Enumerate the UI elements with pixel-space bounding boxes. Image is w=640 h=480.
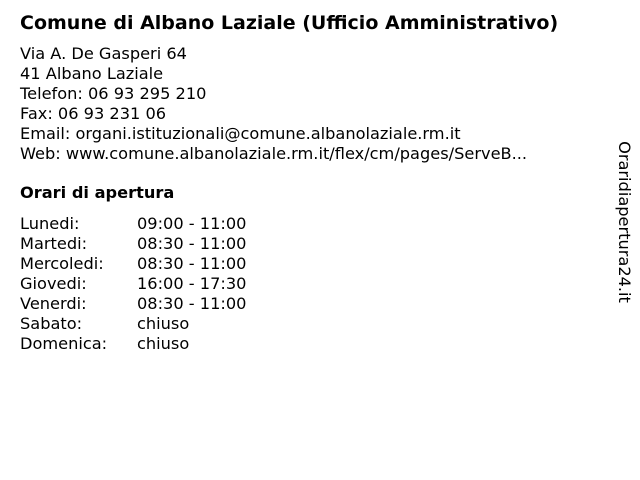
contact-info	[20, 44, 527, 164]
hours-day: Mercoledi:	[20, 254, 104, 273]
hours-time: chiuso	[137, 334, 190, 353]
web-address: Web: www.comune.albanolaziale.rm.it/flex/cm/pages/ServeB...	[20, 144, 528, 163]
hours-time: 08:30 - 11:00	[137, 234, 247, 253]
hours-time: 08:30 - 11:00	[137, 294, 247, 313]
hours-day: Giovedi:	[20, 274, 87, 293]
hours-time: 08:30 - 11:00	[137, 254, 247, 273]
opening-hours-heading: Orari di apertura	[20, 183, 175, 202]
hours-time: 16:00 - 17:30	[137, 274, 247, 293]
city: 41 Albano Laziale	[20, 64, 164, 83]
street-address: Via A. De Gasperi 64	[20, 44, 187, 63]
hours-time: 09:00 - 11:00	[137, 214, 247, 233]
fax-number: Fax: 06 93 231 06	[20, 104, 167, 123]
hours-day: Sabato:	[20, 314, 83, 333]
phone-number: Telefon: 06 93 295 210	[20, 84, 207, 103]
hours-day: Lunedi:	[20, 214, 80, 233]
hours-day: Venerdi:	[20, 294, 87, 313]
hours-day: Martedi:	[20, 234, 88, 253]
page-title: Comune di Albano Laziale (Ufficio Amministrativo)	[20, 12, 559, 34]
hours-day: Domenica:	[20, 334, 108, 353]
hours-time: chiuso	[137, 314, 190, 333]
email-address: Email: organi.istituzionali@comune.albanolaziale.rm.it	[20, 124, 461, 143]
site-watermark: Oraridiapertura24.it	[615, 141, 634, 303]
